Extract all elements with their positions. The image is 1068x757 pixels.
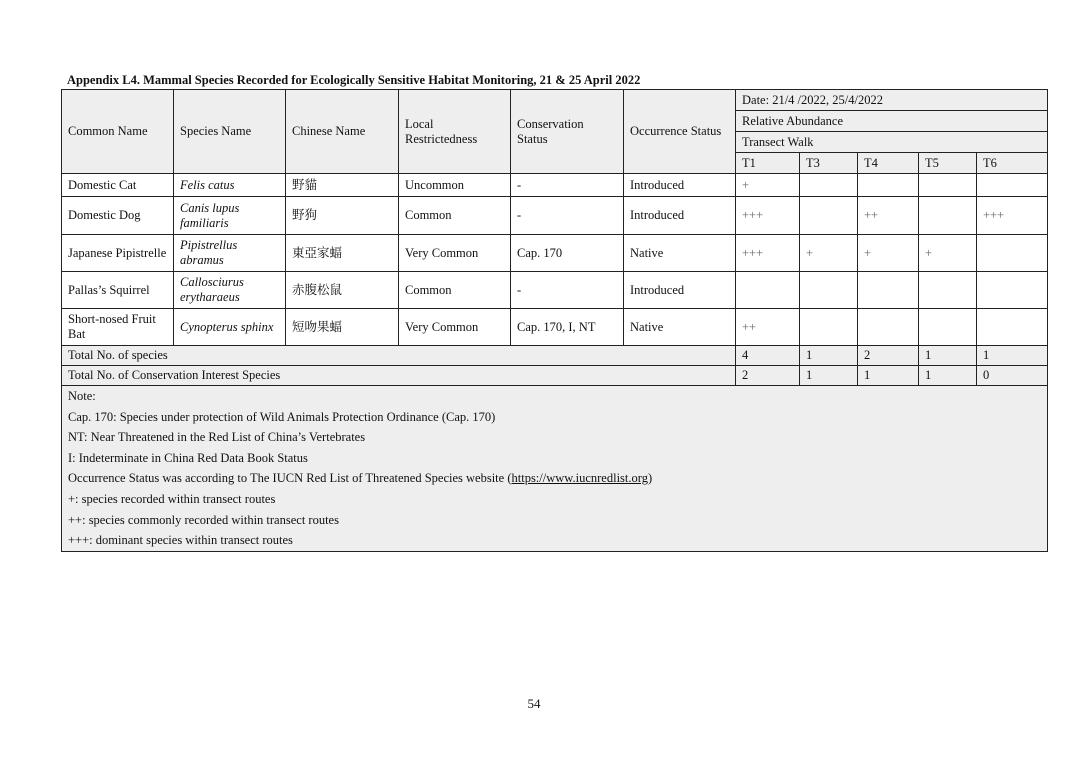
notes-row (62, 386, 1048, 552)
abundance-t1-cell: +++ (736, 197, 800, 235)
total-conservation-row (62, 366, 1048, 386)
chinese-name-cell: 短吻果蝠 (286, 309, 399, 346)
table-row (62, 174, 1048, 197)
chinese-name-cell: 野貓 (286, 174, 399, 197)
header-common-name: Common Name (62, 90, 174, 174)
common-name-cell: Domestic Cat (62, 174, 174, 197)
local-restrictedness-cell: Common (399, 197, 511, 235)
header-relative-abundance: Relative Abundance (736, 111, 1048, 132)
total-conservation-t6: 0 (977, 366, 1048, 386)
total-conservation-t3: 1 (800, 366, 858, 386)
conservation-status-cell: - (511, 197, 624, 235)
total-species-t5: 1 (919, 346, 977, 366)
conservation-status-cell: Cap. 170 (511, 235, 624, 272)
occurrence-status-cell: Introduced (624, 174, 736, 197)
note-cap170: Cap. 170: Species under protection of Wild Animals Protection Ordinance (Cap. 170) (68, 409, 496, 424)
abundance-t1-cell (736, 272, 800, 309)
abundance-t6-cell (977, 174, 1048, 197)
note-plus3: +++: dominant species within transect routes (68, 533, 293, 548)
note-plus2: ++: species commonly recorded within transect routes (68, 512, 339, 527)
abundance-t6-cell (977, 309, 1048, 346)
conservation-status-cell: - (511, 174, 624, 197)
header-transect-t1: T1 (736, 153, 800, 174)
abundance-t5-cell: + (919, 235, 977, 272)
mammal-species-table (61, 89, 1048, 552)
occurrence-status-cell: Introduced (624, 272, 736, 309)
abundance-t4-cell (858, 174, 919, 197)
abundance-t4-cell (858, 272, 919, 309)
species-name-cell: Callosciurus erytharaeus (174, 272, 286, 309)
species-name-cell: Cynopterus sphinx (174, 309, 286, 346)
header-date: Date: 21/4 /2022, 25/4/2022 (736, 90, 1048, 111)
note-plus1: +: species recorded within transect routes (68, 491, 276, 506)
total-species-label: Total No. of species (62, 346, 736, 366)
page-number: 54 (527, 696, 541, 711)
chinese-name-cell: 東亞家蝠 (286, 235, 399, 272)
total-species-t4: 2 (858, 346, 919, 366)
conservation-status-cell: Cap. 170, I, NT (511, 309, 624, 346)
abundance-t6-cell (977, 272, 1048, 309)
header-occurrence-status: Occurrence Status (624, 90, 736, 174)
local-restrictedness-cell: Uncommon (399, 174, 511, 197)
common-name-cell: Domestic Dog (62, 197, 174, 235)
header-chinese-name: Chinese Name (286, 90, 399, 174)
note-indeterminate: I: Indeterminate in China Red Data Book Status (68, 450, 308, 465)
iucn-link[interactable]: https://www.iucnredlist.org (511, 471, 648, 486)
abundance-t1-cell: + (736, 174, 800, 197)
common-name-cell: Pallas’s Squirrel (62, 272, 174, 309)
local-restrictedness-cell: Very Common (399, 235, 511, 272)
table-caption: Appendix L4. Mammal Species Recorded for Ecologically Sensitive Habitat Monitoring, 21 & 25 April 2022 (67, 73, 641, 87)
species-name-cell: Felis catus (174, 174, 286, 197)
conservation-status-cell: - (511, 272, 624, 309)
abundance-t5-cell (919, 309, 977, 346)
abundance-t3-cell (800, 174, 858, 197)
abundance-t1-cell: +++ (736, 235, 800, 272)
abundance-t5-cell (919, 174, 977, 197)
common-name-cell: Japanese Pipistrelle (62, 235, 174, 272)
total-species-t3: 1 (800, 346, 858, 366)
header-conservation-status: Conservation Status (511, 90, 624, 174)
header-local-restrictedness: Local Restrictedness (399, 90, 511, 174)
total-conservation-t5: 1 (919, 366, 977, 386)
total-species-row (62, 346, 1048, 366)
local-restrictedness-cell: Very Common (399, 309, 511, 346)
note-occurrence: Occurrence Status was according to The IUCN Red List of Threatened Species website (https://www.iucnredlist.org) (68, 471, 653, 486)
local-restrictedness-cell: Common (399, 272, 511, 309)
occurrence-status-cell: Introduced (624, 197, 736, 235)
total-conservation-t1: 2 (736, 366, 800, 386)
total-conservation-label: Total No. of Conservation Interest Species (62, 366, 736, 386)
table-row (62, 272, 1048, 309)
abundance-t3-cell: + (800, 235, 858, 272)
abundance-t4-cell: + (858, 235, 919, 272)
occurrence-status-cell: Native (624, 309, 736, 346)
abundance-t5-cell (919, 197, 977, 235)
total-species-t6: 1 (977, 346, 1048, 366)
note-nt: NT: Near Threatened in the Red List of China’s Vertebrates (68, 430, 366, 445)
occurrence-status-cell: Native (624, 235, 736, 272)
note-title: Note: (68, 389, 96, 403)
common-name-cell: Short-nosed Fruit Bat (62, 309, 174, 346)
notes-cell (62, 386, 1048, 552)
chinese-name-cell: 野狗 (286, 197, 399, 235)
chinese-name-cell: 赤腹松鼠 (286, 272, 399, 309)
total-species-t1: 4 (736, 346, 800, 366)
table-row (62, 309, 1048, 346)
header-transect-t6: T6 (977, 153, 1048, 174)
header-transect-t4: T4 (858, 153, 919, 174)
abundance-t1-cell: ++ (736, 309, 800, 346)
abundance-t6-cell (977, 235, 1048, 272)
abundance-t5-cell (919, 272, 977, 309)
abundance-t4-cell (858, 309, 919, 346)
header-transect-t5: T5 (919, 153, 977, 174)
table-row (62, 197, 1048, 235)
header-species-name: Species Name (174, 90, 286, 174)
species-name-cell: Pipistrellus abramus (174, 235, 286, 272)
header-transect-t3: T3 (800, 153, 858, 174)
total-conservation-t4: 1 (858, 366, 919, 386)
table-row (62, 235, 1048, 272)
abundance-t3-cell (800, 272, 858, 309)
abundance-t3-cell (800, 309, 858, 346)
abundance-t4-cell: ++ (858, 197, 919, 235)
species-name-cell: Canis lupus familiaris (174, 197, 286, 235)
abundance-t6-cell: +++ (977, 197, 1048, 235)
header-transect-walk: Transect Walk (736, 132, 1048, 153)
abundance-t3-cell (800, 197, 858, 235)
